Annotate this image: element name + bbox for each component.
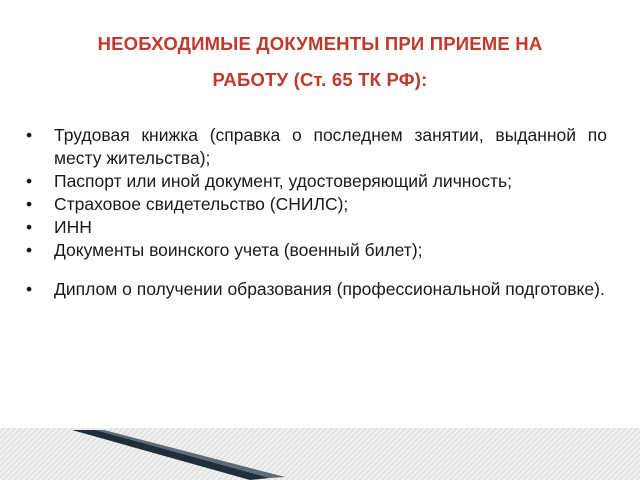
list-item-text: Диплом о получении образования (профессиональной подготовке). xyxy=(54,279,605,299)
slide-title xyxy=(20,26,620,98)
list-item xyxy=(22,216,607,239)
list-item xyxy=(22,239,607,262)
bullet-icon: • xyxy=(26,171,33,191)
bullet-icon: • xyxy=(26,194,33,214)
bullet-icon: • xyxy=(26,240,33,260)
bullet-icon: • xyxy=(26,279,33,299)
bullet-icon: • xyxy=(26,125,33,145)
list-item-text: Паспорт или иной документ, удостоверяющий личность; xyxy=(54,171,512,191)
bullet-icon: • xyxy=(26,217,33,237)
slide-title-line-1: НЕОБХОДИМЫЕ ДОКУМЕНТЫ ПРИ ПРИЕМЕ НА xyxy=(97,33,543,54)
list-item-text: ИНН xyxy=(54,217,92,237)
list-item xyxy=(22,124,607,170)
list-item-text: Документы воинского учета (военный билет); xyxy=(54,240,423,260)
list-item-text: Трудовая книжка (справка о последнем занятии, выданной по месту жительства); xyxy=(54,125,607,168)
list-item xyxy=(22,170,607,193)
list-item xyxy=(22,271,607,307)
slide-title-line-2: РАБОТУ (Ст. 65 ТК РФ): xyxy=(212,69,428,90)
list-item-text: Страховое свидетельство (СНИЛС); xyxy=(54,194,349,214)
documents-list xyxy=(22,124,607,307)
footer-swoosh-decoration xyxy=(0,428,640,480)
list-item xyxy=(22,193,607,216)
